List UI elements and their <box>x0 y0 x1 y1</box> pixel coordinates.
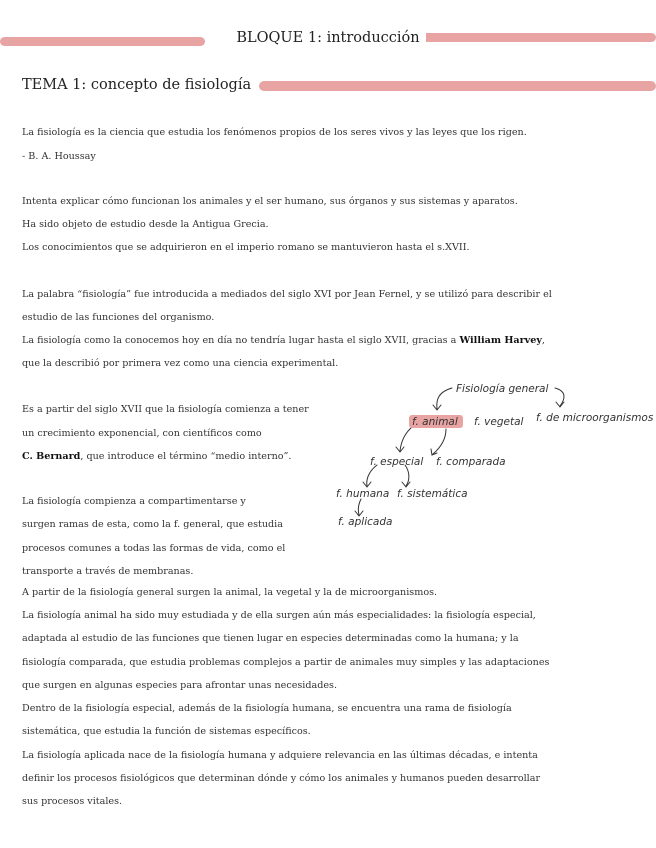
tema-title: TEMA 1: concepto de fisiología <box>22 77 252 93</box>
diagram-comparada: f. comparada <box>436 456 506 468</box>
diagram-sistematica: f. sistemática <box>397 488 468 500</box>
diagram-root: Fisiología general <box>456 383 549 395</box>
paragraph-line: que surgen en algunas especies para afrontar unas necesidades. <box>22 680 338 691</box>
paragraph-line: estudio de las funciones del organismo. <box>22 312 215 323</box>
bold-name-harvey: William Harvey <box>459 335 542 346</box>
paragraph-line: sus procesos vitales. <box>22 796 123 807</box>
paragraph-line: Es a partir del siglo XVII que la fisiología comienza a tener <box>22 404 309 415</box>
paragraph-line: procesos comunes a todas las formas de vida, como el <box>22 543 286 554</box>
paragraph-line: Dentro de la fisiología especial, además de la fisiología humana, se encuentra una rama de fisiología <box>22 703 512 714</box>
paragraph-line: Ha sido objeto de estudio desde la Antigua Grecia. <box>22 219 269 230</box>
paragraph-line: sistemática, que estudia la función de sistemas específicos. <box>22 726 311 737</box>
paragraph-line: La fisiología aplicada nace de la fisiología humana y adquiere relevancia en las últimas décadas, e intenta <box>22 750 538 761</box>
diagram-aplicada: f. aplicada <box>338 516 393 528</box>
paragraph-line: transporte a través de membranas. <box>22 566 194 577</box>
diagram-humana: f. humana <box>336 488 390 500</box>
text-span: , que introduce el término “medio interno”. <box>80 451 292 462</box>
paragraph-line: La fisiología compienza a compartimentarse y <box>22 496 246 507</box>
block-title: BLOQUE 1: introducción <box>230 30 425 46</box>
paragraph-line: adaptada al estudio de las funciones que tienen lugar en especies determinadas como la humana; y la <box>22 633 519 644</box>
text-span: , <box>541 335 545 346</box>
paragraph-line: fisiología comparada, que estudia problemas complejos a partir de animales muy simples y las adaptaciones <box>22 657 550 668</box>
paragraph-line: que la describió por primera vez como una ciencia experimental. <box>22 358 339 369</box>
diagram-animal: f. animal <box>412 416 458 428</box>
paragraph-line: Intenta explicar cómo funcionan los animales y el ser humano, sus órganos y sus sistemas y aparatos. <box>22 196 518 207</box>
paragraph-line: A partir de la fisiología general surgen la animal, la vegetal y la de microorganismos. <box>22 587 438 598</box>
bold-name-bernard: C. Bernard <box>22 451 81 462</box>
text-span: La fisiología como la conocemos hoy en día no tendría lugar hasta el siglo XVII, gracias a <box>22 335 460 346</box>
paragraph-line: surgen ramas de esta, como la f. general, que estudia <box>22 519 283 530</box>
paragraph-line: La fisiología animal ha sido muy estudiada y de ella surgen aún más especialidades: la fisiología especial, <box>22 610 536 621</box>
paragraph-line: Los conocimientos que se adquirieron en el imperio romano se mantuvieron hasta el s.XVII. <box>22 242 470 253</box>
quote-author: - B. A. Houssay <box>22 151 96 162</box>
diagram-especial: f. especial <box>370 456 424 468</box>
paragraph-line: definir los procesos fisiológicos que determinan dónde y cómo los animales y humanos pueden desarrollar <box>22 773 541 784</box>
paragraph-line: La palabra “fisiología” fue introducida a mediados del siglo XVI por Jean Fernel, y se utilizó para describir el <box>22 289 552 300</box>
paragraph-line: un crecimiento exponencial, con científicos como <box>22 428 262 439</box>
diagram-vegetal: f. vegetal <box>474 416 524 428</box>
quote-line: La fisiología es la ciencia que estudia los fenómenos propios de los seres vivos y las leyes que los rigen. <box>22 127 527 138</box>
diagram-micro: f. de microorganismos <box>536 412 654 424</box>
